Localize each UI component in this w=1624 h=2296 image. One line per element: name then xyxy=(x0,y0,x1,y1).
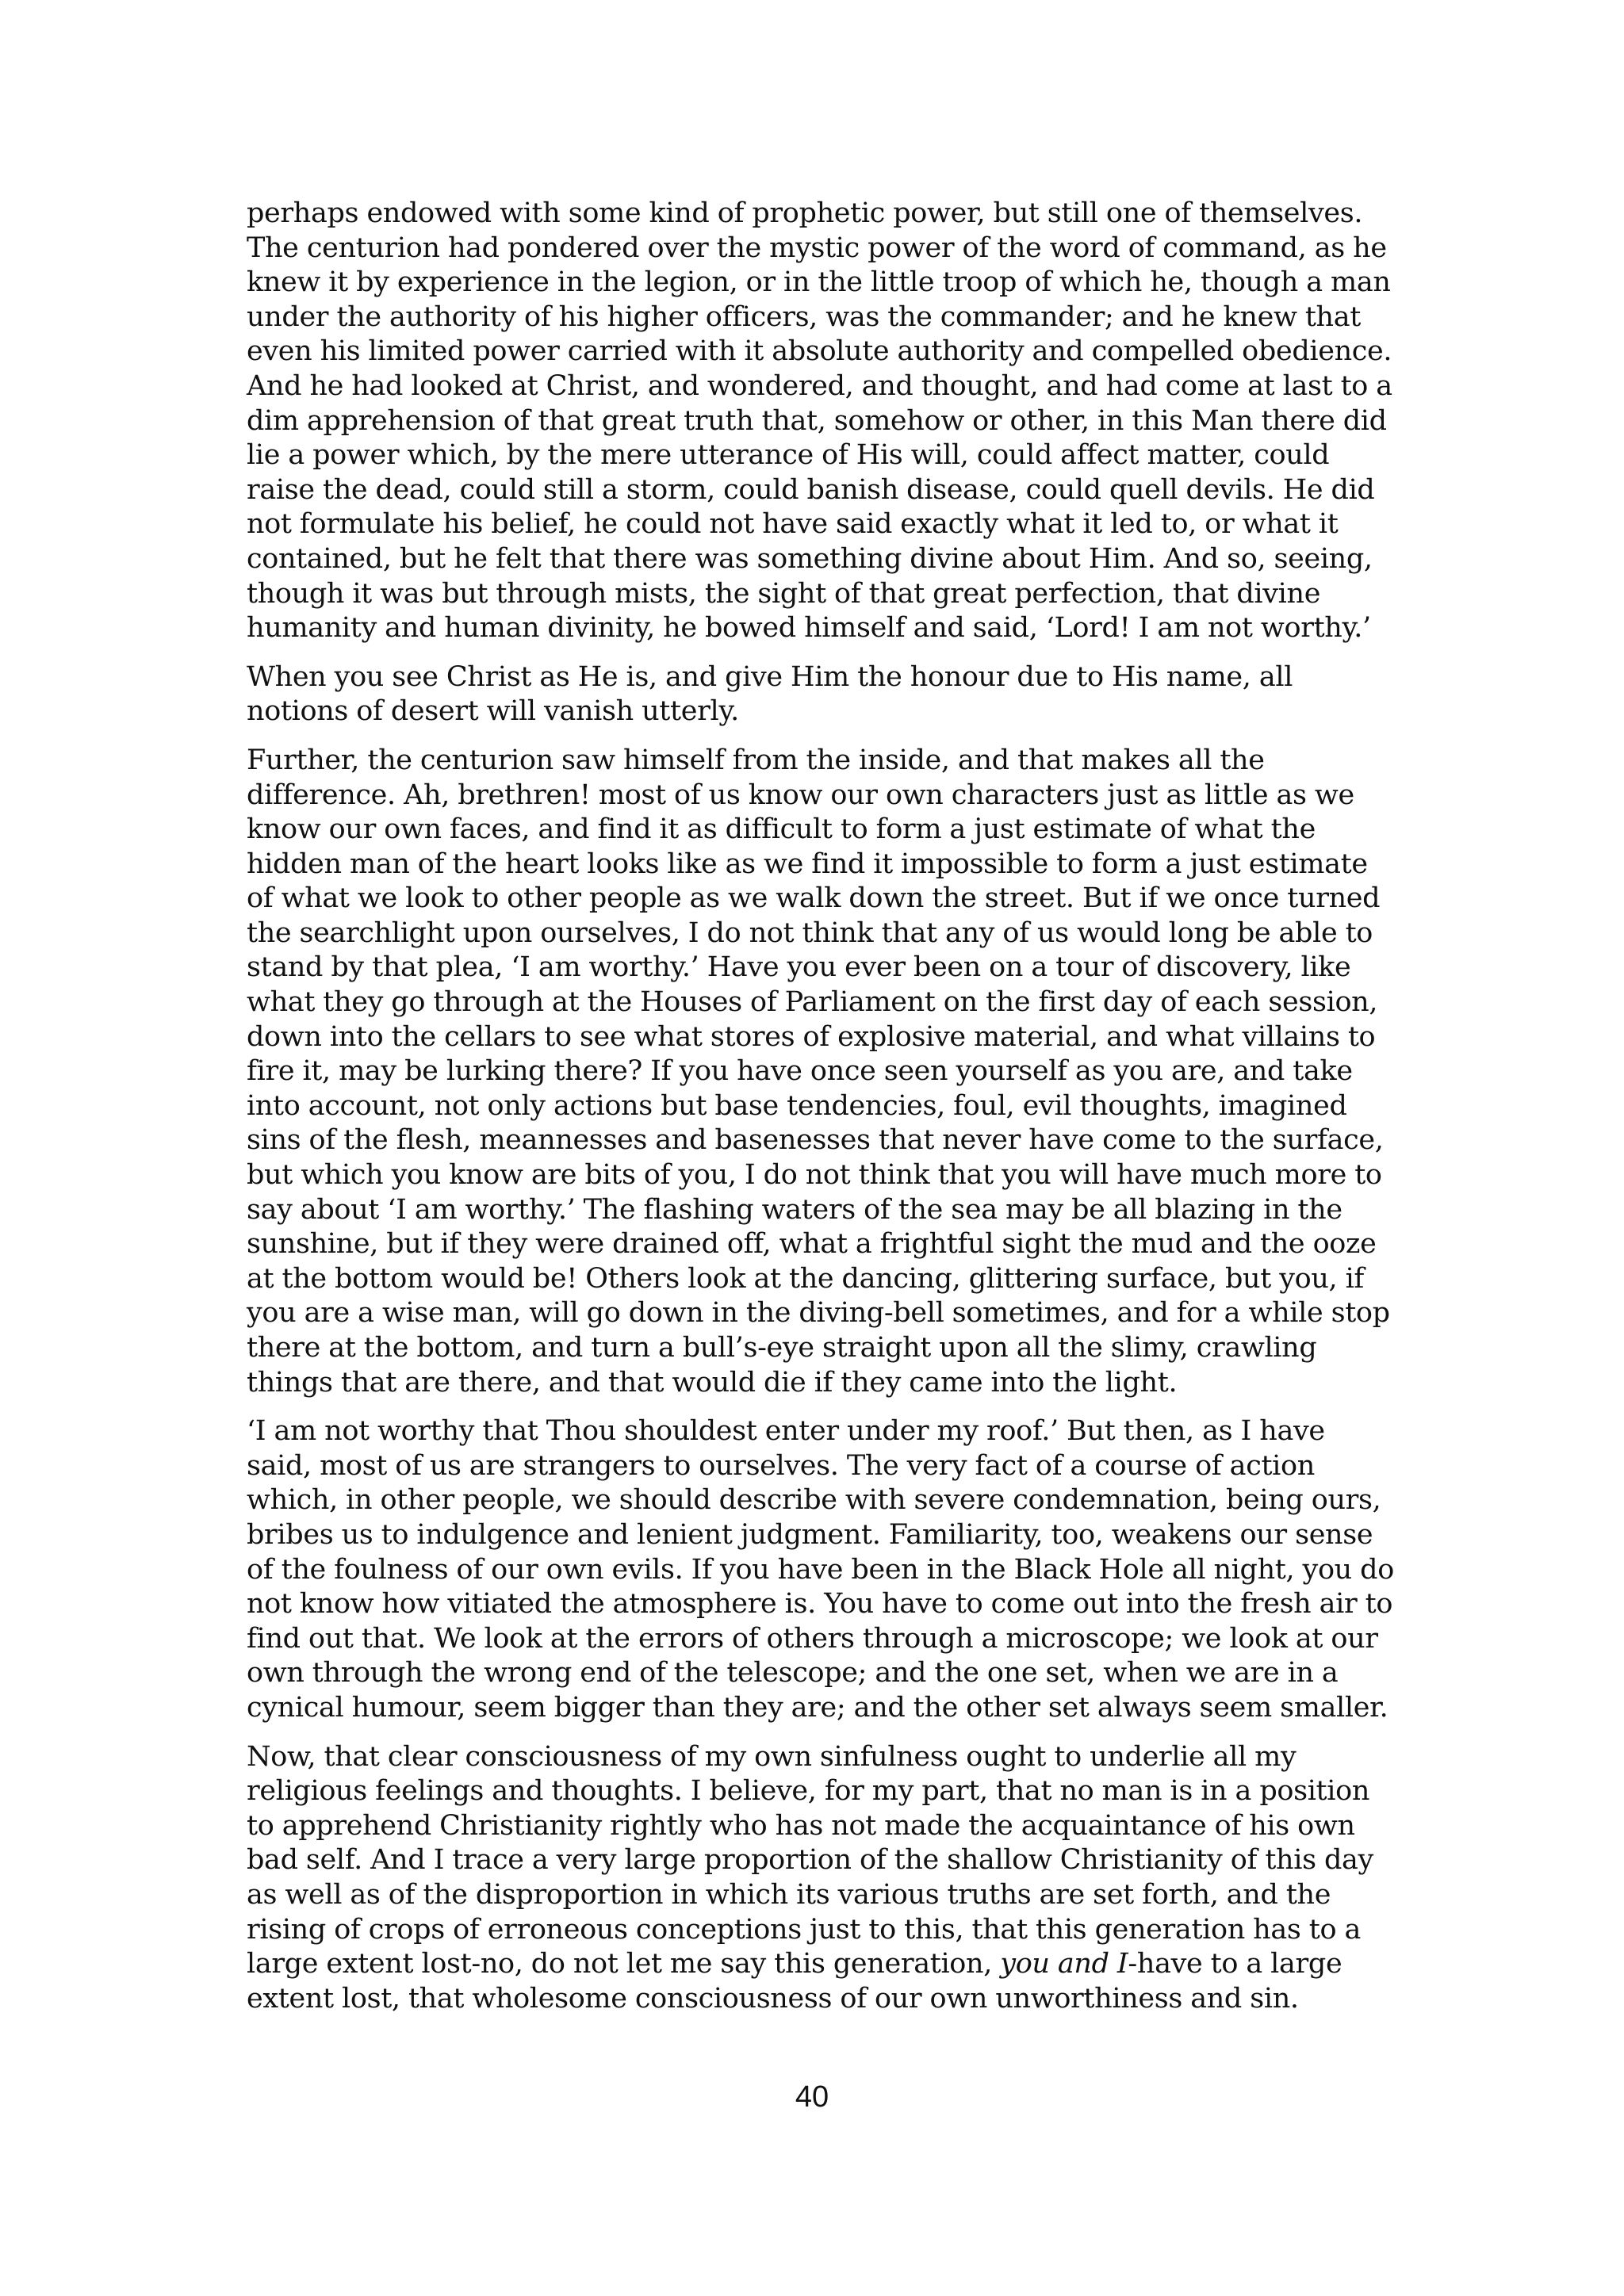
paragraph-5-text-after: -have to a large extent lost, that wholesome consciousness of our own unworthiness and sin. xyxy=(247,1948,1342,2015)
paragraph-4: ‘I am not worthy that Thou shouldest enter under my roof.’ But then, as I have said, most of us are strangers to ourselves. The very fact of a course of action which, in other people, we should describe with severe condemnation, being ours, bribes us to indulgence and lenient judgment. Familiarity, too, weakens our sense of the foulness of our own evils. If you have been in the Black Hole all night, you do not know how vitiated the atmosphere is. You have to come out into the fresh air to find out that. We look at the errors of others through a microscope; we look at our own through the wrong end of the telescope; and the one set, when we are in a cynical humour, seem bigger than they are; and the other set always seem smaller. xyxy=(247,1415,1394,1724)
body-text xyxy=(247,197,1395,2030)
paragraph-5-text-before: Now, that clear consciousness of my own sinfulness ought to underlie all my religious feelings and thoughts. I believe, for my part, that no man is in a position to apprehend Christianity rightly who has not made the acquaintance of his own bad self. And I trace a very large proportion of the shallow Christianity of this day as well as of the disproportion in which its various truths are set forth, and the rising of crops of erroneous conceptions just to this, that this generation has to a large extent lost-no, do not let me say this generation, xyxy=(247,1740,1373,1980)
paragraph-5-emphasis: you and I xyxy=(1000,1948,1128,1980)
paragraph-3: Further, the centurion saw himself from the inside, and that makes all the difference. Ah, brethren! most of us know our own characters just as little as we know our own faces, and find it as difficult to form a just estimate of what the hidden man of the heart looks like as we find it impossible to form a just estimate of what we look to other people as we walk down the street. But if we once turned the searchlight upon ourselves, I do not think that any of us would long be able to stand by that plea, ‘I am worthy.’ Have you ever been on a tour of discovery, like what they go through at the Houses of Parliament on the first day of each session, down into the cellars to see what stores of explosive material, and what villains to fire it, may be lurking there? If you have once seen yourself as you are, and take into account, not only actions but base tendencies, foul, evil thoughts, imagined sins of the flesh, meannesses and basenesses that never have come to the surface, but which you know are bits of you, I do not think that you will have much more to say about ‘I am worthy.’ The flashing waters of the sea may be all blazing in the sunshine, but if they were drained off, what a frightful sight the mud and the ooze at the bottom would be! Others look at the dancing, glittering surface, but you, if you are a wise man, will go down in the diving-bell sometimes, and for a while stop there at the bottom, and turn a bull’s-eye straight upon all the slimy, crawling things that are there, and that would die if they came into the light. xyxy=(247,744,1390,1399)
paragraph-5 xyxy=(247,1740,1395,2017)
page-number: 40 xyxy=(795,2080,829,2114)
paragraph-2: When you see Christ as He is, and give Him the honour due to His name, all notions of desert will vanish utterly. xyxy=(247,660,1293,728)
paragraph-1: perhaps endowed with some kind of prophetic power, but still one of themselves. The centurion had pondered over the mystic power of the word of command, as he knew it by experience in the legion, or in the little troop of which he, though a man under the authority of his higher officers, was the commander; and he knew that even his limited power carried with it absolute authority and compelled obedience. And he had looked at Christ, and wondered, and thought, and had come at last to a dim apprehension of that great truth that, somehow or other, in this Man there did lie a power which, by the mere utterance of His will, could affect matter, could raise the dead, could still a storm, could banish disease, could quell devils. He did not formulate his belief, he could not have said exactly what it led to, or what it contained, but he felt that there was something divine about Him. And so, seeing, though it was but through mists, the sight of that great perfection, that divine humanity and human divinity, he bowed himself and said, ‘Lord! I am not worthy.’ xyxy=(247,197,1392,645)
